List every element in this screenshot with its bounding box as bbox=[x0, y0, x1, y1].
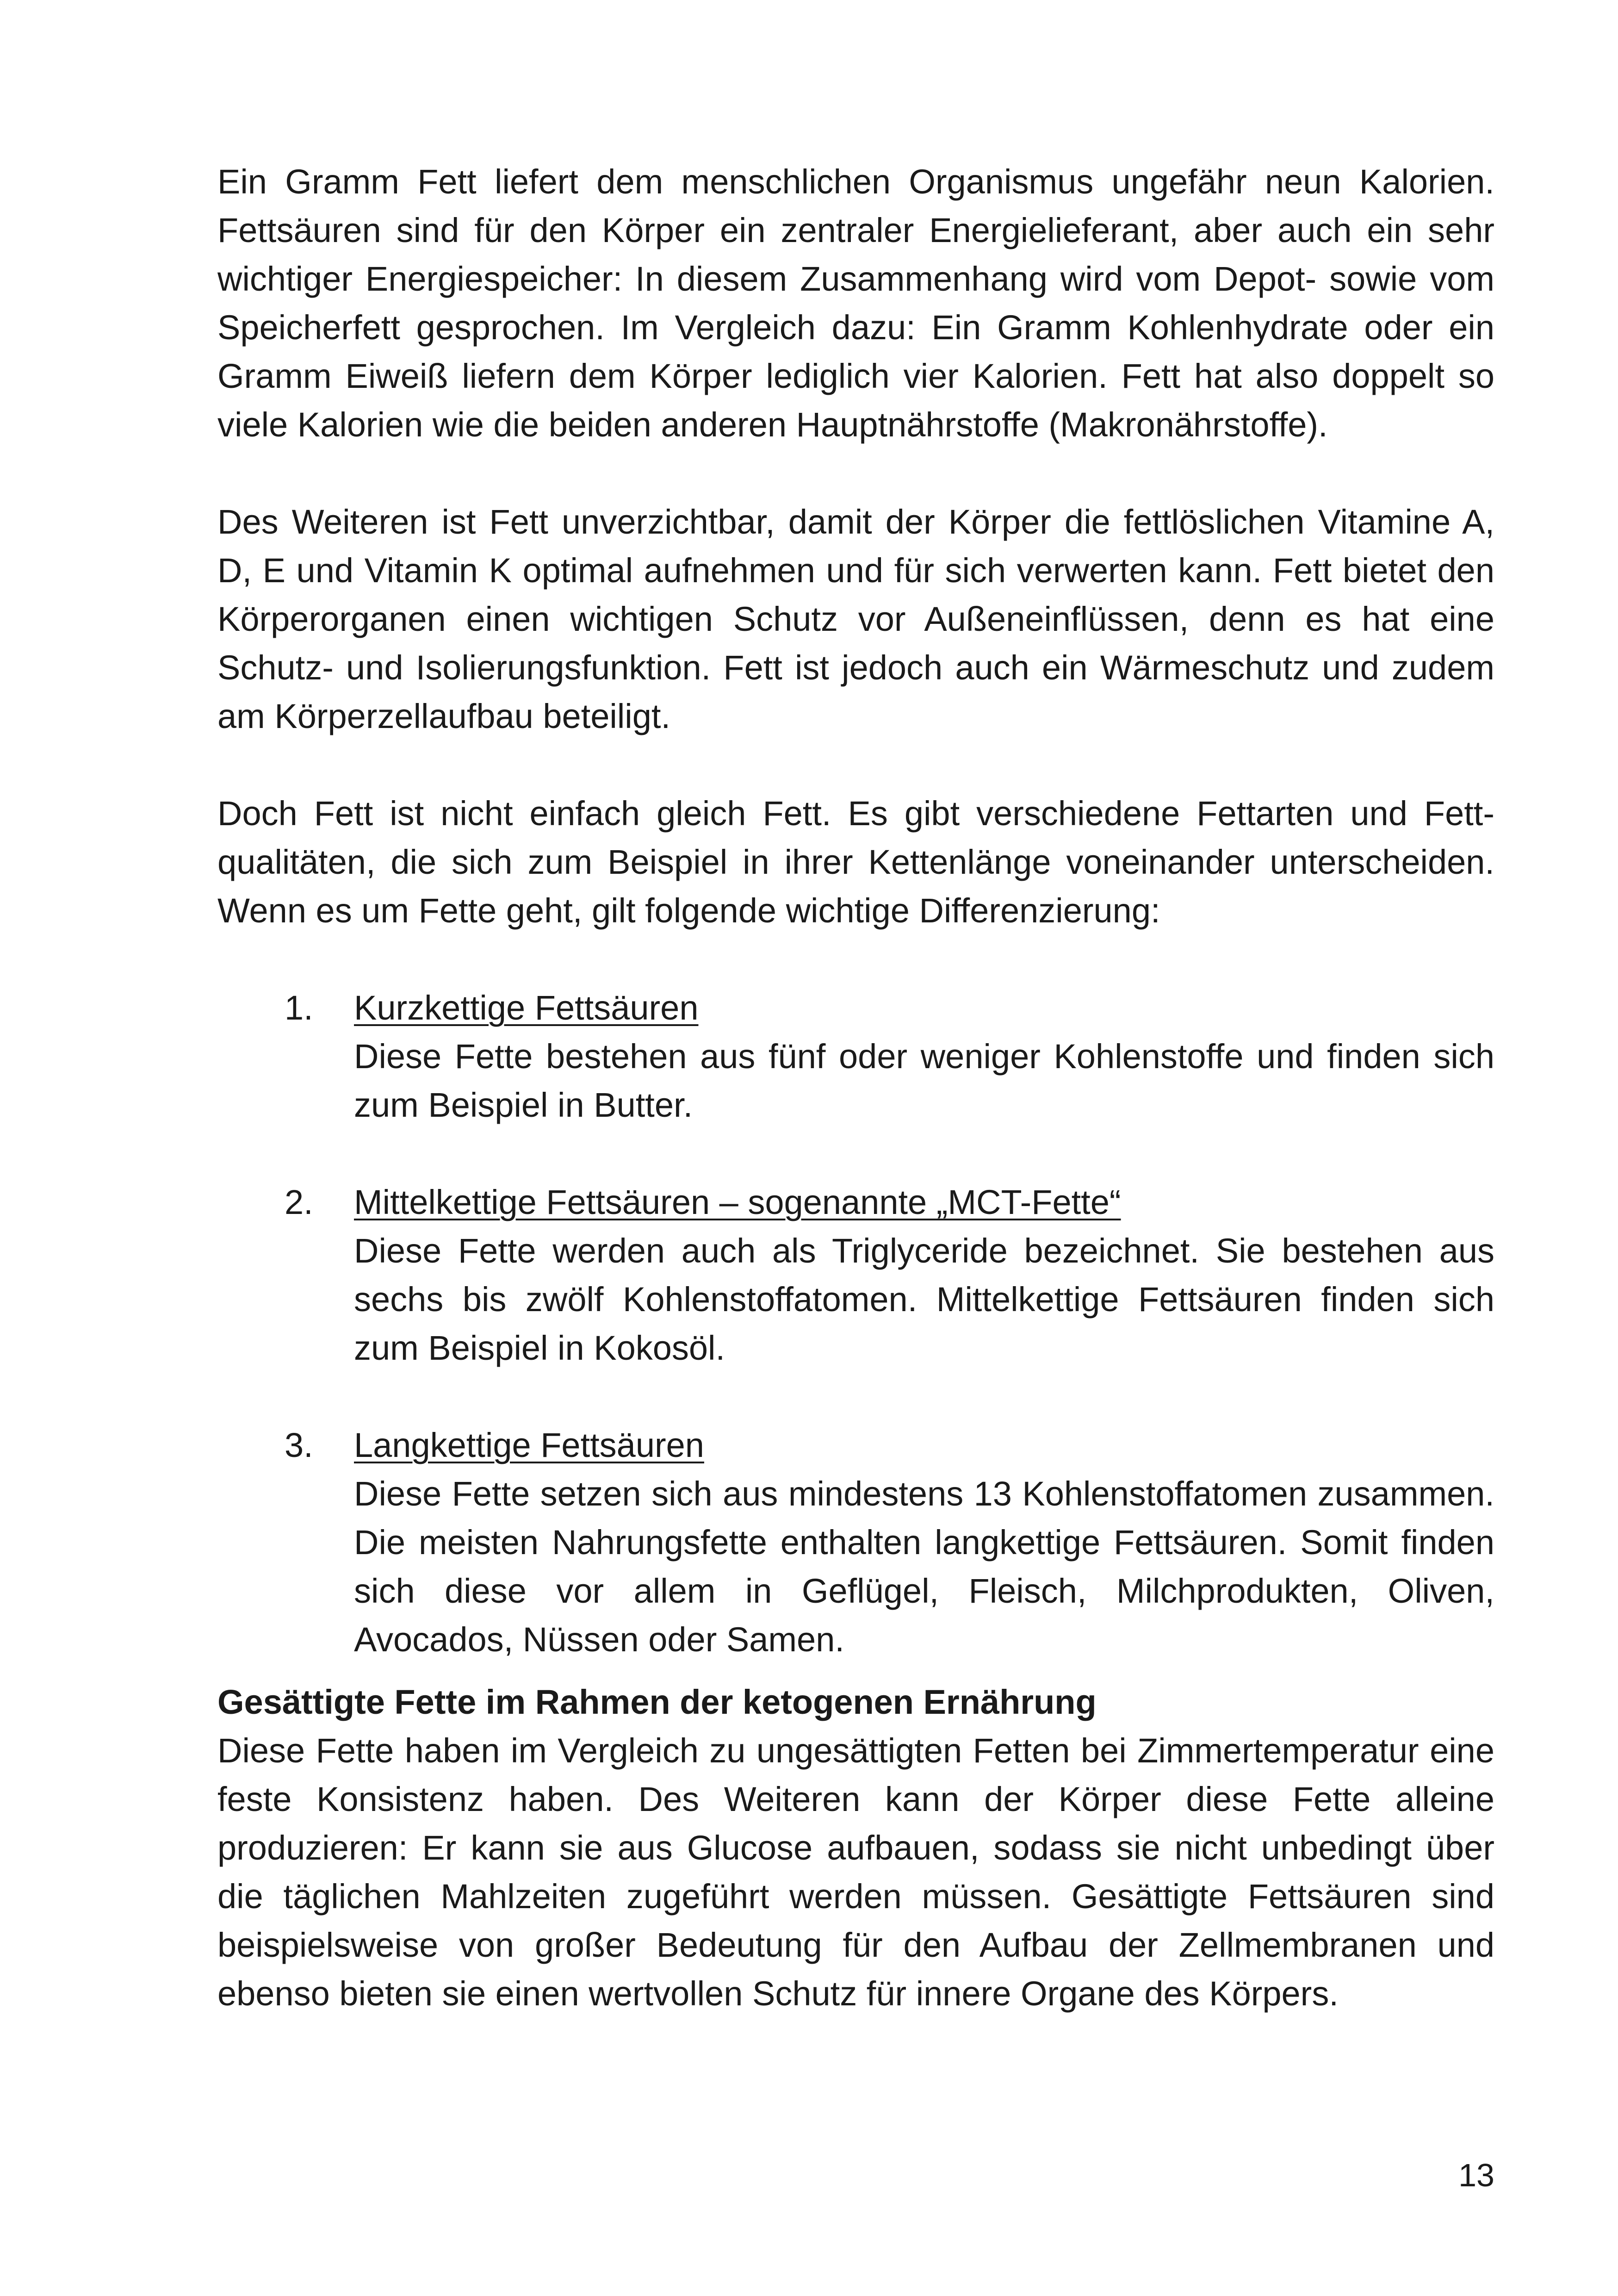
section-heading: Gesättigte Fette im Rahmen der ketogenen Ernährung bbox=[217, 1683, 1097, 1721]
list-number: 3. bbox=[285, 1426, 313, 1464]
paragraph-spacer bbox=[217, 449, 1494, 498]
paragraph-fat-types: Doch Fett ist nicht einfach gleich Fett. Es gibt verschiedene Fettarten und Fettqualitäten, die sich zum Beispiel in ihrer Kettenlänge voneinander unterscheiden. Wenn es um Fette geht, gilt folgende wichtige Differenzierung: bbox=[217, 794, 1494, 930]
list-item-title: Kurzkettige Fettsäuren bbox=[354, 989, 699, 1027]
paragraph-fat-vitamins: Des Weiteren ist Fett unverzichtbar, damit der Körper die fettlöslichen Vitamine A, D, E und Vitamin K optimal aufnehmen und für sich verwerten kann. Fett bietet den Körperorganen einen wichtigen Schutz vor Außeneinflüssen, denn es hat eine Schutz- und Isolierungsfunktion. Fett ist jedoch auch ein Wärmeschutz und zudem am Körperzellaufbau beteiligt. bbox=[217, 503, 1494, 735]
paragraph-spacer bbox=[217, 740, 1494, 789]
list-item-short-chain bbox=[217, 983, 1494, 1129]
list-spacer bbox=[217, 1129, 1494, 1178]
list-item-body: Diese Fette werden auch als Triglyceride bezeichnet. Sie bestehen aus sechs bis zwölf Kohlenstoffatomen. Mittelkettige Fettsäuren finden sich zum Beispiel in Kokosöl. bbox=[354, 1232, 1494, 1367]
list-item-body: Diese Fette bestehen aus fünf oder weniger Kohlenstoffe und finden sich zum Beispiel in Butter. bbox=[354, 1037, 1494, 1124]
paragraph-fat-calories: Ein Gramm Fett liefert dem menschlichen Organismus ungefähr neun Kalorien. Fettsäuren sind für den Körper ein zentraler Energielieferant, aber auch ein sehr wichtiger Energiespeicher: In diesem Zusammenhang wird vom Depot- sowie vom Speicherfett gesprochen. Im Vergleich dazu: Ein Gramm Kohlenhydrate oder ein Gramm Eiweiß liefern dem Körper lediglich vier Kalorien. Fett hat also doppelt so viele Kalorien wie die beiden anderen Hauptnährstoffe (Makronährstoffe). bbox=[217, 162, 1494, 444]
list-item-body: Diese Fette setzen sich aus mindestens 13 Kohlenstoffatomen zusammen. Die meisten Nahrungsfette enthalten langkettige Fettsäuren. Somit finden sich diese vor allem in Geflügel, Fleisch, Milchprodukten, Oliven, Avocados, Nüssen oder Samen. bbox=[354, 1475, 1494, 1659]
list-number: 1. bbox=[285, 989, 313, 1027]
page-content bbox=[217, 157, 1494, 2018]
list-item-long-chain bbox=[217, 1421, 1494, 1664]
page-number: 13 bbox=[1458, 2157, 1494, 2193]
list-spacer bbox=[217, 1372, 1494, 1421]
list-number: 2. bbox=[285, 1183, 313, 1221]
list-item-title: Langkettige Fettsäuren bbox=[354, 1426, 704, 1464]
list-item-title: Mittelkettige Fettsäuren – sogenannte „MCT-Fette“ bbox=[354, 1183, 1121, 1221]
list-item-medium-chain bbox=[217, 1178, 1494, 1372]
section-body: Diese Fette haben im Vergleich zu ungesättigten Fetten bei Zimmertemperatur eine feste Konsistenz haben. Des Weiteren kann der Körper diese Fette alleine produzieren: Er kann sie aus Glucose aufbauen, sodass sie nicht unbedingt über die täglichen Mahlzeiten zugeführt werden müssen. Gesättigte Fettsäuren sind beispielsweise von großer Bedeutung für den Aufbau der Zellmembranen und ebenso bieten sie einen wertvollen Schutz für innere Organe des Körpers. bbox=[217, 1731, 1494, 2013]
paragraph-spacer bbox=[217, 935, 1494, 983]
